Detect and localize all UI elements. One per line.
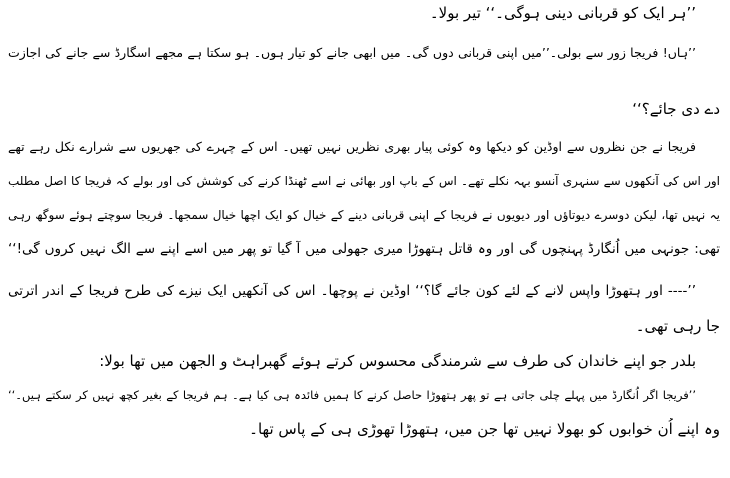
text-line-5: اور اس کی آنکھوں سے سنہری آنسو بہہ نکلے تھے۔ اس کے باپ اور بھائی نے اسے ٹھنڈا کرنے کی کوشش کی اور بولے کہ فریجا کا اصل مطلب [8,174,720,188]
text-line-2: ’’ہاں! فریجا زور سے بولی۔’’میں اپنی قربانی دوں گی۔ میں ابھی جانے کو تیار ہوں۔ ہو سکتا ہے مجھے اسگارڈ سے جانے کی اجازت [8,45,696,60]
text-line-4: فریجا نے جن نظروں سے اوڈین کو دیکھا وہ کوئی پیار بھری نظریں نہیں تھیں۔ اس کے چہرے کی جھریوں سے شرارے نکل رہے تھے [8,139,696,154]
text-line-9: جا رہی تھی۔ [635,317,720,335]
text-line-6: یہ نہیں تھا، لیکن دوسرے دیوتاؤں اور دیویوں نے فریجا کے اپنی قربانی دینے کے خیال کو ایک اچھا خیال سمجھا۔ فریجا سوچتے ہوئے سوگھ رہی [8,208,720,222]
text-line-1: ’’ہر ایک کو قربانی دینی ہوگی۔‘‘ تیر بولا۔ [429,4,696,22]
text-line-11: ’’فریجا اگر اُنگارڈ میں پہلے چلی جاتی ہے تو پھر ہتھوڑا حاصل کرنے کا ہمیں فائدہ ہی کیا ہے۔ ہم فریجا کے بغیر کچھ نہیں کر سکتے ہیں۔‘‘ [8,388,696,402]
text-line-8: ’’---- اور ہتھوڑا واپس لانے کے لئے کون جائے گا؟‘‘ اوڈین نے پوچھا۔ اس کی آنکھیں ایک نیزے کی طرح فریجا کے اندر اترتی [8,283,696,299]
text-line-10: بلدر جو اپنے خاندان کی طرف سے شرمندگی محسوس کرتے ہوئے گھبراہٹ و الجھن میں تھا بولا: [99,352,696,370]
text-line-3: دے دی جائے؟‘‘ [632,100,720,118]
text-line-12: وہ اپنے اُن خوابوں کو بھولا نہیں تھا جن میں، ہتھوڑا تھوڑی ہی کے پاس تھا۔ [249,420,720,438]
text-line-7: تھی: جونہی میں اُنگارڈ پہنچوں گی اور وہ قاتل ہتھوڑا میری جھولی میں آ گیا تو پھر میں اسے اپنے سے الگ نہیں کروں گی!‘‘ [8,241,720,257]
